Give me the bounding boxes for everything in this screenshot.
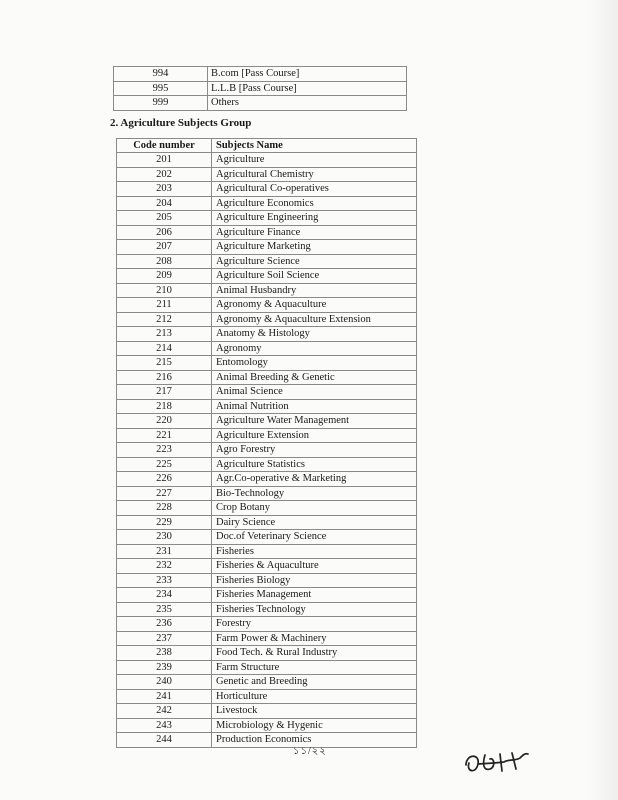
subject-name-cell: Forestry <box>212 617 417 632</box>
code-number-cell: 215 <box>117 356 212 371</box>
table-row <box>117 675 417 690</box>
code-number-cell: 207 <box>117 240 212 255</box>
table-row <box>117 733 417 748</box>
table-row <box>117 689 417 704</box>
subject-name-cell: Entomology <box>212 356 417 371</box>
table-row <box>117 269 417 284</box>
code-number-cell: 206 <box>117 225 212 240</box>
code-number-cell: 212 <box>117 312 212 327</box>
code-number-cell: 208 <box>117 254 212 269</box>
code-number-cell: 243 <box>117 718 212 733</box>
handwritten-signature <box>460 745 532 779</box>
subject-name-cell: Agriculture Statistics <box>212 457 417 472</box>
table-row <box>117 718 417 733</box>
code-number-cell: 228 <box>117 501 212 516</box>
table-row <box>117 573 417 588</box>
table-row <box>117 443 417 458</box>
table-row <box>117 341 417 356</box>
subject-name-cell: Agriculture Water Management <box>212 414 417 429</box>
subject-name-cell: Agriculture Extension <box>212 428 417 443</box>
code-number-cell: 201 <box>117 153 212 168</box>
code-number-cell: 995 <box>114 81 208 96</box>
code-number-cell: 213 <box>117 327 212 342</box>
subject-name-cell: Production Economics <box>212 733 417 748</box>
section-heading: 2. Agriculture Subjects Group <box>110 117 252 129</box>
code-number-cell: 233 <box>117 573 212 588</box>
subject-name-cell: Crop Botany <box>212 501 417 516</box>
subject-name-cell: Food Tech. & Rural Industry <box>212 646 417 661</box>
code-number-cell: 239 <box>117 660 212 675</box>
subject-name-cell: Agro Forestry <box>212 443 417 458</box>
table-row <box>117 515 417 530</box>
subject-name-cell: Farm Power & Machinery <box>212 631 417 646</box>
code-number-cell: 238 <box>117 646 212 661</box>
table-row <box>117 617 417 632</box>
code-number-cell: 211 <box>117 298 212 313</box>
subject-name-cell: Agronomy & Aquaculture Extension <box>212 312 417 327</box>
code-number-cell: 232 <box>117 559 212 574</box>
code-number-cell: 202 <box>117 167 212 182</box>
subject-name-cell: Fisheries Technology <box>212 602 417 617</box>
subject-name-cell: Anatomy & Histology <box>212 327 417 342</box>
code-number-cell: 220 <box>117 414 212 429</box>
table-row <box>117 167 417 182</box>
table-row <box>117 660 417 675</box>
subject-name-cell: Animal Nutrition <box>212 399 417 414</box>
subject-name-cell: Fisheries & Aquaculture <box>212 559 417 574</box>
code-number-cell: 210 <box>117 283 212 298</box>
code-number-cell: 235 <box>117 602 212 617</box>
table-row <box>117 327 417 342</box>
table-row <box>117 211 417 226</box>
subject-name-cell: Horticulture <box>212 689 417 704</box>
subject-name-cell: Agriculture Science <box>212 254 417 269</box>
table-row <box>117 646 417 661</box>
agriculture-subjects-table <box>116 138 417 748</box>
subject-name-cell: Agronomy & Aquaculture <box>212 298 417 313</box>
table-row <box>117 472 417 487</box>
table-row <box>117 182 417 197</box>
table-row <box>117 283 417 298</box>
code-number-cell: 999 <box>114 96 208 111</box>
subject-name-cell: Farm Structure <box>212 660 417 675</box>
table-row <box>117 312 417 327</box>
code-number-cell: 209 <box>117 269 212 284</box>
table-row <box>117 370 417 385</box>
subject-name-cell: Others <box>208 96 407 111</box>
subject-name-cell: Livestock <box>212 704 417 719</box>
table-row <box>117 501 417 516</box>
page-edge-shadow <box>588 0 618 800</box>
table-row <box>117 399 417 414</box>
subject-name-cell: Agricultural Chemistry <box>212 167 417 182</box>
subject-name-cell: Agriculture Economics <box>212 196 417 211</box>
subject-name-cell: Doc.of Veterinary Science <box>212 530 417 545</box>
code-number-cell: 230 <box>117 530 212 545</box>
code-number-header: Code number <box>117 139 212 153</box>
subject-name-cell: Animal Science <box>212 385 417 400</box>
code-number-cell: 216 <box>117 370 212 385</box>
table-row <box>117 385 417 400</box>
code-number-cell: 229 <box>117 515 212 530</box>
code-number-cell: 226 <box>117 472 212 487</box>
subject-name-cell: Agriculture <box>212 153 417 168</box>
subject-name-cell: Fisheries Biology <box>212 573 417 588</box>
table-row <box>117 254 417 269</box>
table-row <box>117 559 417 574</box>
subject-name-cell: Agr.Co-operative & Marketing <box>212 472 417 487</box>
subject-name-cell: Animal Breeding & Genetic <box>212 370 417 385</box>
subjects-name-header: Subjects Name <box>212 139 417 153</box>
table-row <box>114 96 407 111</box>
code-number-cell: 240 <box>117 675 212 690</box>
table-row <box>117 225 417 240</box>
table-header-row <box>117 139 417 153</box>
table-row <box>117 428 417 443</box>
table-row <box>117 588 417 603</box>
subject-name-cell: Dairy Science <box>212 515 417 530</box>
table-row <box>117 153 417 168</box>
table-row <box>114 67 407 82</box>
code-number-cell: 231 <box>117 544 212 559</box>
subject-name-cell: Agriculture Soil Science <box>212 269 417 284</box>
code-number-cell: 218 <box>117 399 212 414</box>
table-row <box>117 356 417 371</box>
code-number-cell: 242 <box>117 704 212 719</box>
subject-name-cell: B.com [Pass Course] <box>208 67 407 82</box>
subject-name-cell: Agronomy <box>212 341 417 356</box>
subject-name-cell: Microbiology & Hygenic <box>212 718 417 733</box>
code-number-cell: 203 <box>117 182 212 197</box>
table-row <box>117 457 417 472</box>
subject-name-cell: Agricultural Co-operatives <box>212 182 417 197</box>
table-row <box>117 196 417 211</box>
subject-name-cell: Agriculture Marketing <box>212 240 417 255</box>
code-number-cell: 204 <box>117 196 212 211</box>
subject-name-cell: L.L.B [Pass Course] <box>208 81 407 96</box>
subject-name-cell: Genetic and Breeding <box>212 675 417 690</box>
code-number-cell: 225 <box>117 457 212 472</box>
subject-name-cell: Agriculture Finance <box>212 225 417 240</box>
code-number-cell: 223 <box>117 443 212 458</box>
table-row <box>117 631 417 646</box>
table-row <box>117 240 417 255</box>
table-row <box>117 298 417 313</box>
code-number-cell: 214 <box>117 341 212 356</box>
table-row <box>117 704 417 719</box>
subject-name-cell: Fisheries <box>212 544 417 559</box>
code-number-cell: 217 <box>117 385 212 400</box>
subject-name-cell: Fisheries Management <box>212 588 417 603</box>
subject-name-cell: Agriculture Engineering <box>212 211 417 226</box>
table-row <box>117 486 417 501</box>
table-row <box>117 414 417 429</box>
code-number-cell: 234 <box>117 588 212 603</box>
code-number-cell: 237 <box>117 631 212 646</box>
subject-name-cell: Bio-Technology <box>212 486 417 501</box>
subject-name-cell: Animal Husbandry <box>212 283 417 298</box>
table-row <box>114 81 407 96</box>
previous-group-table-continuation <box>113 66 407 111</box>
code-number-cell: 244 <box>117 733 212 748</box>
code-number-cell: 236 <box>117 617 212 632</box>
code-number-cell: 205 <box>117 211 212 226</box>
code-number-cell: 221 <box>117 428 212 443</box>
page-number: ১১/২২ <box>293 746 327 757</box>
table-row <box>117 530 417 545</box>
code-number-cell: 227 <box>117 486 212 501</box>
code-number-cell: 241 <box>117 689 212 704</box>
table-row <box>117 602 417 617</box>
table-row <box>117 544 417 559</box>
code-number-cell: 994 <box>114 67 208 82</box>
